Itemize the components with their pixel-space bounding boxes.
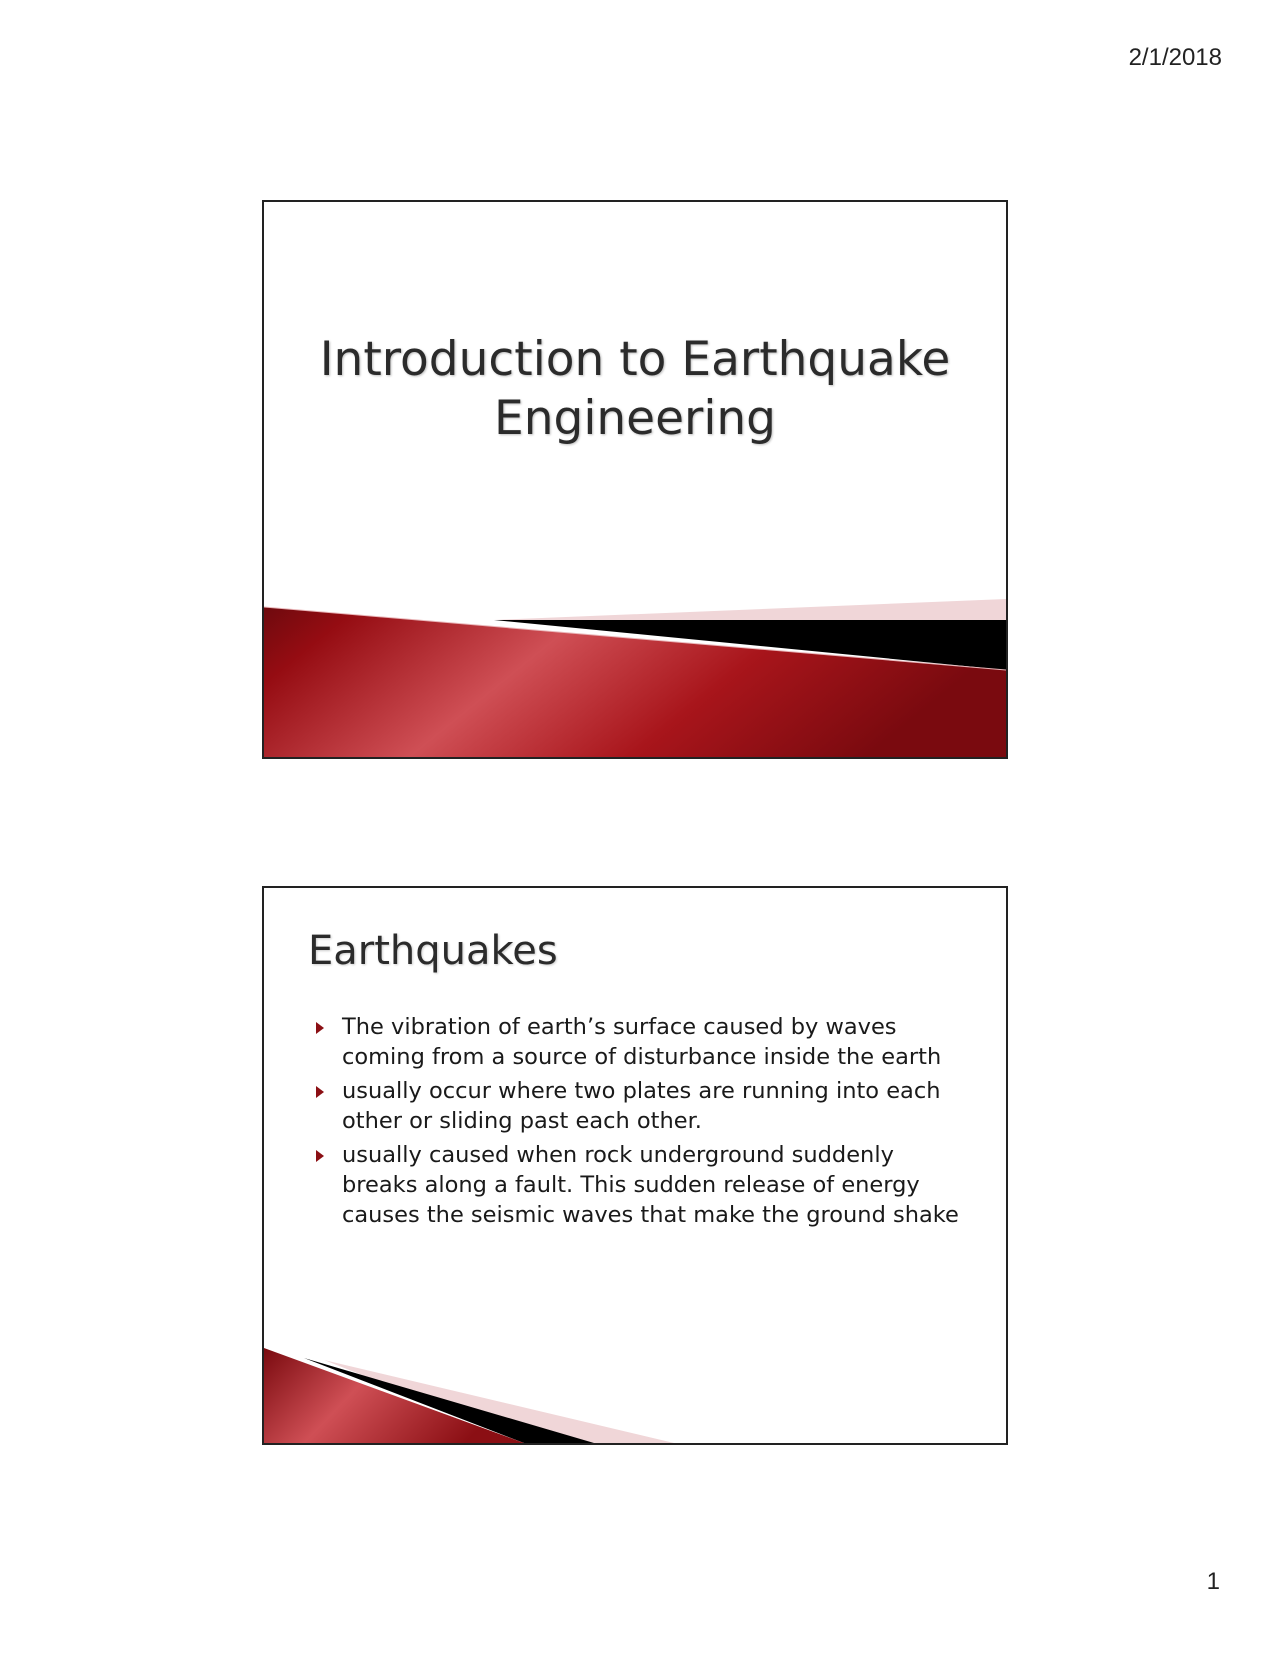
bullet-text: usually occur where two plates are running into each other or sliding past each other.	[342, 1078, 941, 1134]
bullet-list	[316, 1012, 966, 1234]
page-date: 2/1/2018	[1128, 44, 1222, 71]
bullet-text: The vibration of earth’s surface caused by waves coming from a source of disturbance inside the earth	[342, 1014, 942, 1070]
triangle-right-bullet-icon	[316, 1022, 324, 1034]
list-item	[316, 1140, 966, 1230]
slide-title-text	[284, 330, 986, 448]
title-line-1: Introduction to Earthquake	[319, 332, 951, 387]
list-item	[316, 1076, 966, 1136]
slide-heading: Earthquakes	[308, 928, 558, 974]
decorative-red-band	[264, 202, 1006, 757]
triangle-right-bullet-icon	[316, 1086, 324, 1098]
list-item	[316, 1012, 966, 1072]
triangle-right-bullet-icon	[316, 1150, 324, 1162]
slide-title	[262, 200, 1008, 759]
page-number: 1	[1206, 1568, 1220, 1595]
title-line-2: Engineering	[494, 391, 776, 446]
slide-earthquakes	[262, 886, 1008, 1445]
bullet-text: usually caused when rock underground suddenly breaks along a fault. This sudden release of energy causes the seismic waves that make the ground shake	[342, 1142, 959, 1228]
